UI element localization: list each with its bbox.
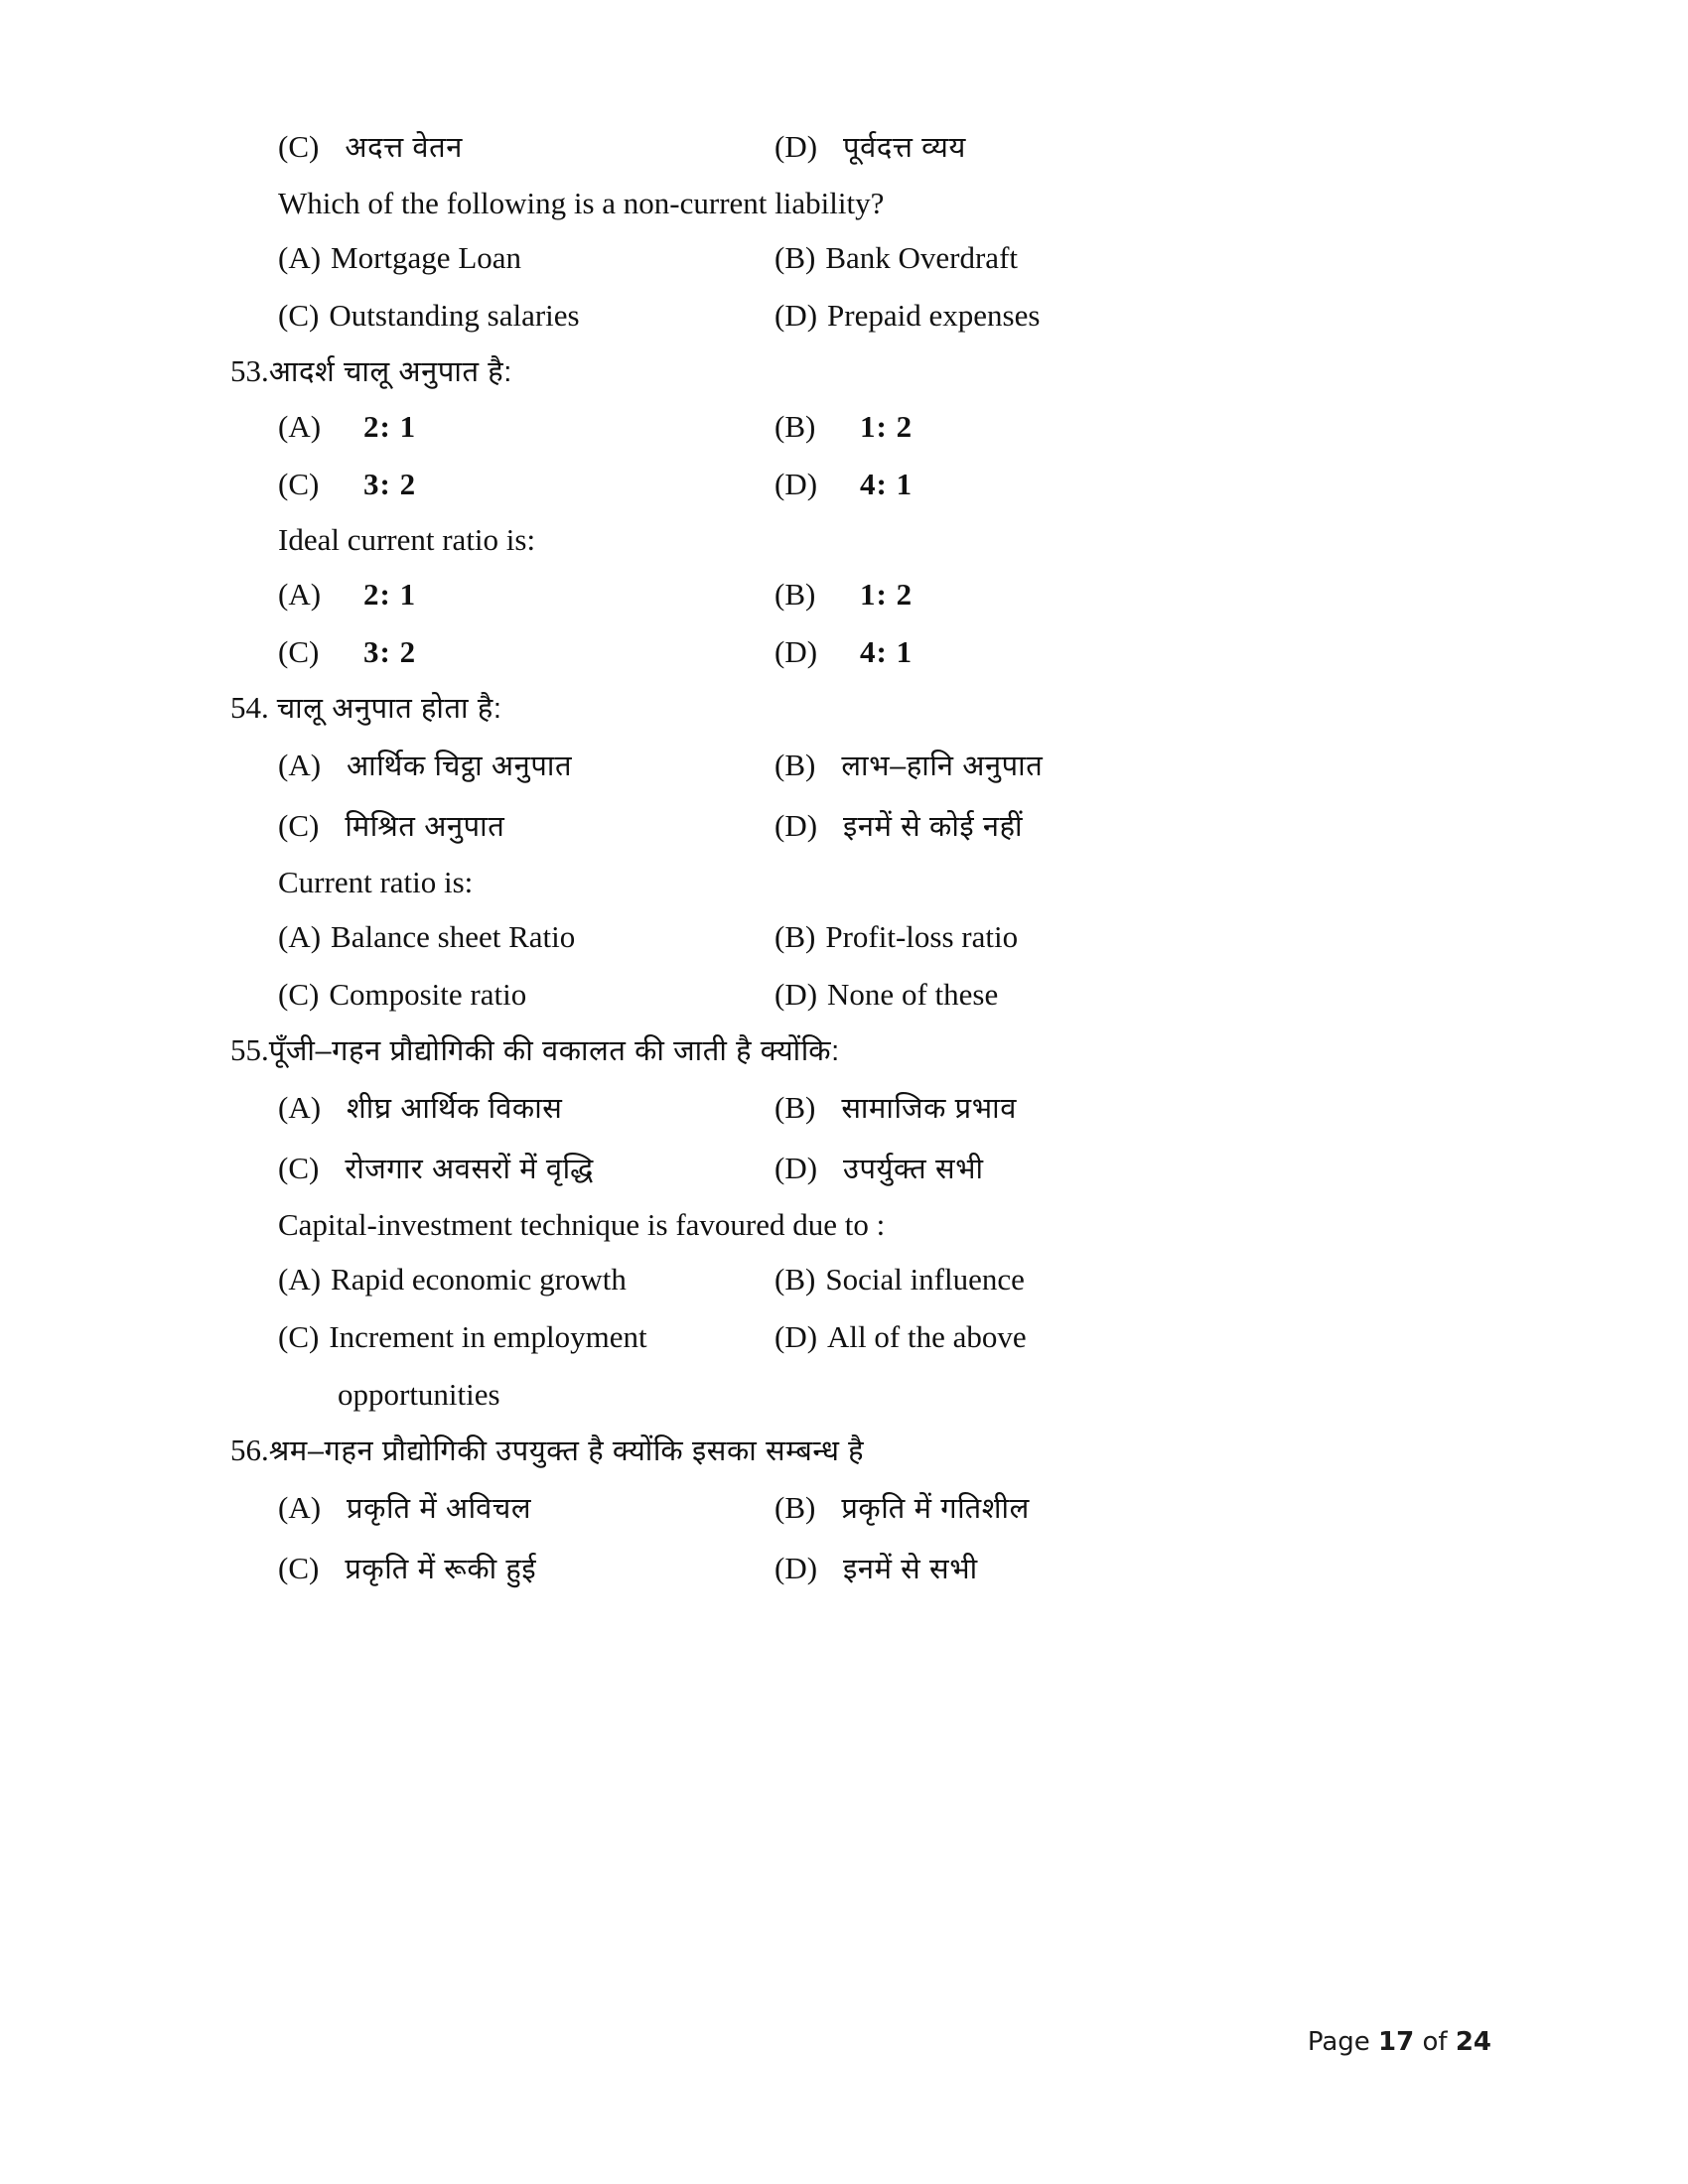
option-b (774, 1262, 1025, 1297)
option-a (278, 240, 774, 276)
option-d (774, 127, 966, 166)
option-c (278, 1549, 774, 1587)
option-d (774, 1549, 978, 1587)
option-text: इनमें से सभी (843, 1554, 978, 1585)
option-text: Bank Overdraft (825, 240, 1019, 275)
option-marker: (C) (278, 467, 320, 501)
option-marker: (A) (278, 240, 322, 275)
question-53-hindi-options-row-ab (278, 409, 1432, 445)
option-marker: (C) (278, 1551, 320, 1585)
question-52-english-stem: Which of the following is a non-current liability? (278, 186, 885, 220)
option-marker: (C) (278, 129, 320, 164)
question-53-hindi-options-row-cd (278, 467, 1432, 502)
option-d (774, 1149, 984, 1187)
question-55-hindi-options-row-ab (278, 1088, 1432, 1127)
question-54-english-options-row-ab (278, 919, 1432, 955)
option-text: Outstanding salaries (329, 298, 580, 333)
option-text: 1: 2 (860, 577, 914, 612)
option-text: Prepaid expenses (827, 298, 1041, 333)
option-text: Increment in employment (329, 1319, 647, 1354)
question-55-hindi-options-row-cd (278, 1149, 1432, 1187)
option-text: 3: 2 (363, 467, 417, 501)
option-marker: (C) (278, 808, 320, 843)
option-b (774, 409, 913, 445)
option-text: आर्थिक चिट्ठा अनुपात (347, 751, 573, 782)
option-text: All of the above (827, 1319, 1027, 1354)
option-d (774, 467, 913, 502)
page-footer (1308, 2027, 1491, 2057)
option-text: 2: 1 (363, 577, 417, 612)
option-text: 4: 1 (860, 634, 914, 669)
option-b (774, 1088, 1017, 1127)
option-d (774, 298, 1040, 334)
option-b (774, 1488, 1030, 1527)
option-text: प्रकृति में अविचल (347, 1493, 532, 1525)
option-text: Rapid economic growth (331, 1262, 627, 1297)
question-55-english-options-row-cd (278, 1319, 1432, 1355)
option-text: 2: 1 (363, 409, 417, 444)
option-b (774, 577, 913, 613)
option-marker: (C) (278, 298, 320, 333)
option-text: लाभ–हानि अनुपात (841, 751, 1044, 782)
footer-prefix-label: Page (1307, 2027, 1379, 2057)
question-55-option-c-continuation: opportunities (338, 1377, 500, 1412)
option-text: इनमें से कोई नहीं (843, 811, 1024, 843)
option-marker: (B) (774, 919, 816, 954)
option-text: रोजगार अवसरों में वृद्धि (345, 1154, 594, 1185)
option-marker: (A) (278, 1262, 322, 1297)
footer-total-pages: 24 (1455, 2027, 1491, 2057)
option-d (774, 977, 998, 1013)
option-marker: (B) (774, 1090, 816, 1125)
option-c (278, 1149, 774, 1187)
option-marker: (D) (774, 129, 818, 164)
option-marker: (D) (774, 1551, 818, 1585)
option-c (278, 298, 774, 334)
option-marker: (A) (278, 748, 322, 782)
option-text: सामाजिक प्रभाव (841, 1093, 1017, 1125)
option-marker: (D) (774, 1319, 818, 1354)
option-marker: (D) (774, 634, 818, 669)
option-text: पूर्वदत्त व्यय (843, 132, 966, 164)
footer-middle-label: of (1414, 2027, 1456, 2057)
option-marker: (B) (774, 1262, 816, 1297)
option-text: 1: 2 (860, 409, 914, 444)
question-55-english-stem: Capital-investment technique is favoured due to : (278, 1207, 886, 1242)
option-marker: (A) (278, 1090, 322, 1125)
question-53-english-options-row-cd (278, 634, 1432, 670)
option-a (278, 1088, 774, 1127)
question-stem-text: पूँजी–गहन प्रौद्योगिकी की वकालत की जाती है क्योंकि: (268, 1035, 840, 1067)
option-marker: (A) (278, 577, 322, 612)
question-53-english-options-row-ab (278, 577, 1432, 613)
option-a (278, 746, 774, 784)
option-marker: (D) (774, 808, 818, 843)
option-text: अदत्त वेतन (345, 132, 463, 164)
question-56-hindi-stem (230, 1434, 1432, 1466)
option-text: 3: 2 (363, 634, 417, 669)
question-52-english-options-row-ab (278, 240, 1432, 276)
question-number: 53. (230, 353, 269, 388)
option-marker: (B) (774, 577, 816, 612)
question-55-english-options-row-ab (278, 1262, 1432, 1297)
question-54-english-stem: Current ratio is: (278, 865, 474, 899)
option-d (774, 634, 913, 670)
option-text: मिश्रित अनुपात (345, 811, 505, 843)
option-b (774, 746, 1043, 784)
option-c (278, 977, 774, 1013)
question-stem-text: आदर्श चालू अनुपात है: (268, 356, 512, 388)
option-a (278, 577, 774, 613)
question-stem-text: श्रम–गहन प्रौद्योगिकी उपयुक्त है क्योंकि इसका सम्बन्ध है (268, 1435, 865, 1467)
option-b (774, 919, 1018, 955)
question-54-english-options-row-cd (278, 977, 1432, 1013)
option-text: Composite ratio (329, 977, 527, 1012)
question-54-hindi-options-row-ab (278, 746, 1432, 784)
question-56-hindi-options-row-cd (278, 1549, 1432, 1587)
option-text: प्रकृति में गतिशील (841, 1493, 1030, 1525)
option-c (278, 127, 774, 166)
footer-page-number: 17 (1378, 2027, 1415, 2057)
option-marker: (B) (774, 748, 816, 782)
question-52-hindi-options-row-cd (278, 127, 1432, 166)
option-b (774, 240, 1018, 276)
question-53-english-stem: Ideal current ratio is: (278, 522, 536, 557)
question-number: 56. (230, 1433, 269, 1467)
question-54-hindi-stem (230, 692, 1432, 724)
option-c (278, 467, 774, 502)
option-marker: (C) (278, 1319, 320, 1354)
question-52-english-options-row-cd (278, 298, 1432, 334)
question-number: 55. (230, 1032, 269, 1067)
option-marker: (C) (278, 977, 320, 1012)
option-marker: (D) (774, 977, 818, 1012)
option-c (278, 806, 774, 845)
option-a (278, 919, 774, 955)
option-text: Profit-loss ratio (825, 919, 1019, 954)
option-text: 4: 1 (860, 467, 914, 501)
option-marker: (A) (278, 1490, 322, 1525)
option-marker: (B) (774, 240, 816, 275)
question-number: 54. (230, 690, 269, 725)
option-text: प्रकृति में रूकी हुई (345, 1554, 537, 1585)
question-53-hindi-stem (230, 355, 1432, 387)
question-55-hindi-stem (230, 1034, 1432, 1066)
option-text: उपर्युक्त सभी (843, 1154, 984, 1185)
option-c (278, 634, 774, 670)
question-56-hindi-options-row-ab (278, 1488, 1432, 1527)
option-marker: (B) (774, 1490, 816, 1525)
option-marker: (B) (774, 409, 816, 444)
option-d (774, 806, 1023, 845)
question-54-hindi-options-row-cd (278, 806, 1432, 845)
option-text: Mortgage Loan (331, 240, 522, 275)
option-c (278, 1319, 774, 1355)
option-marker: (A) (278, 409, 322, 444)
question-stem-text: चालू अनुपात होता है: (276, 693, 502, 725)
option-a (278, 409, 774, 445)
option-text: Social influence (825, 1262, 1025, 1297)
option-text: Balance sheet Ratio (331, 919, 576, 954)
option-marker: (D) (774, 298, 818, 333)
option-marker: (D) (774, 467, 818, 501)
option-a (278, 1488, 774, 1527)
option-marker: (A) (278, 919, 322, 954)
option-d (774, 1319, 1027, 1355)
option-a (278, 1262, 774, 1297)
option-marker: (C) (278, 634, 320, 669)
page-content (230, 127, 1432, 1609)
option-marker: (D) (774, 1151, 818, 1185)
option-text: None of these (827, 977, 999, 1012)
option-text: शीघ्र आर्थिक विकास (347, 1093, 563, 1125)
option-marker: (C) (278, 1151, 320, 1185)
